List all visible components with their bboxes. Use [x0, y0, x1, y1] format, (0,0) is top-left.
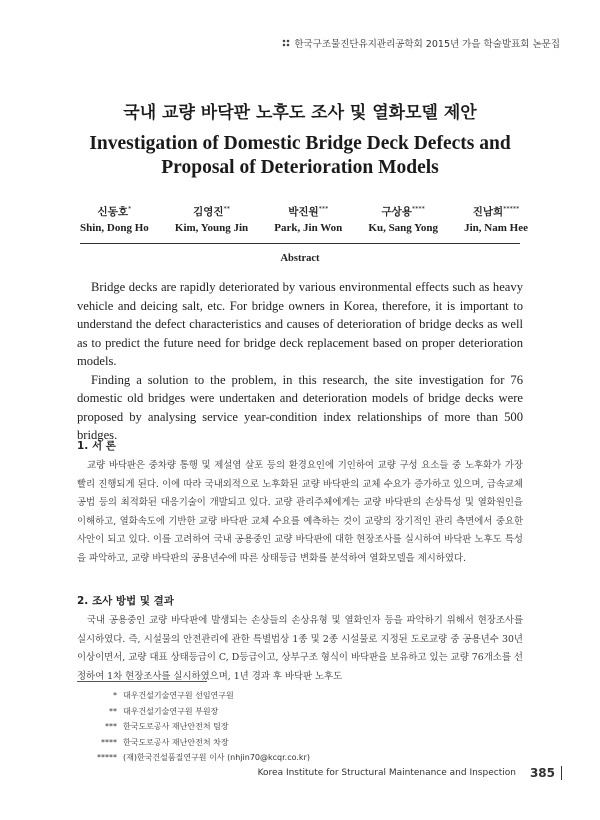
header-text: 한국구조물진단유지관리공학회 2015년 가을 학술발표회 논문집 [294, 39, 560, 50]
author-name-en: Shin, Dong Ho [80, 222, 149, 234]
section-heading: 2. 조사 방법 및 결과 [77, 595, 174, 607]
section-paragraph: 국내 공용중인 교량 바닥판에 발생되는 손상들의 손상유형 및 열화인자 등을 파악하기 위해서 현장조사를 실시하였다. 즉, 시설물의 안전관리에 관한 특별법상 1종 및 2종 시설물로 지정된 도로교량 중 공용년수 30년 이상이면서, 교량 대표 상태등급이 C, D등급이고, 상부구조 형식이 바닥판을 보유하고 있는 교량 76개소를 선정하여 1차 현장조사를 실시하였으며, 1년 경과 후 바닥판 노후도 [77, 615, 523, 682]
footnote-mark: ** [109, 706, 117, 716]
author [274, 204, 342, 234]
footnote [77, 750, 477, 766]
author-mark: ** [223, 204, 230, 213]
footnote-mark: ***** [97, 753, 117, 762]
author-mark: **** [411, 204, 425, 213]
author [368, 204, 438, 234]
author-name-ko: 신동호 [97, 206, 128, 218]
footnote-divider [77, 681, 207, 682]
title-korean: 국내 교량 바닥판 노후도 조사 및 열화모델 제안 [123, 103, 477, 123]
author [464, 204, 528, 234]
author-name-ko: 구상용 [381, 206, 412, 218]
author-name-ko: 진남희 [472, 206, 504, 218]
title-english: Investigation of Domestic Bridge Deck Defects and Proposal of Deterioration Models [89, 133, 511, 178]
section-body [77, 612, 523, 686]
section-paragraph: 교량 바닥판은 중차량 통행 및 제설염 살포 등의 환경요인에 기인하여 교량 구성 요소들 중 노후화가 가장 빨리 진행되게 된다. 이에 따라 국내외적으로 노후화된 교량 바닥판의 교체 수요가 증가하고 있으며, 급속교체 공법 등의 최적화된 대응기술이 개발되고 있다. 교량 관리주체에게는 교량 바닥판의 손상특성 및 열화원인을 이해하고, 열화속도에 기반한 교량 바닥판 교체 수요를 예측하는 것이 교량의 장기적인 관리 측면에서 중요한 사안이 되고 있다. 이를 고려하여 국내 공용중인 교량 바닥판에 대한 현장조사를 실시하여 바닥판 노후도 특성을 파악하고, 교량 바닥판의 공용년수에 따른 상태등급 변화를 분석하여 열화모델을 제시하였다. [77, 460, 523, 564]
page-number: 385 [529, 766, 555, 780]
abstract-body [77, 278, 523, 445]
footnote-text: 대우건설기술연구원 부원장 [123, 706, 219, 716]
author-mark: * [127, 204, 132, 213]
author [175, 204, 248, 234]
footnote [77, 704, 477, 720]
footnote-mark: **** [101, 737, 117, 747]
author-name-en: Ku, Sang Yong [368, 222, 438, 234]
footer-bar [561, 766, 562, 780]
section-body [77, 457, 523, 568]
footnote [77, 688, 477, 704]
abstract-paragraph: Bridge decks are rapidly deteriorated by various environmental effects such as heavy vehicle and deicing salt, etc. For bridge owners in Korea, therefore, it is important to understand the defect characteristics and causes of deterioration of bridge decks as well as to predict the future need for bridge deck replacement based on proper deterioration models. [77, 280, 523, 368]
footnote [77, 719, 477, 735]
page-footer [258, 766, 562, 780]
author-name-ko: 김영진 [193, 206, 224, 218]
dots-icon [282, 39, 290, 47]
abstract-paragraph: Finding a solution to the problem, in this research, the site investigation for 76 domestic old bridges were undertaken and deterioration models of bridge decks were proposed by analysing service year-condition index relationships of more than 500 bridges. [77, 372, 523, 442]
footnote-text: (재)한국건설품질연구원 이사 (nhjin70@kcqr.co.kr) [123, 753, 310, 762]
author-name-en: Jin, Nam Hee [464, 222, 528, 234]
footnotes [77, 688, 477, 766]
footnote-text: 한국도로공사 재난안전처 차장 [123, 737, 229, 747]
footnote-mark: *** [105, 722, 117, 731]
author-name-en: Kim, Young Jin [174, 222, 249, 234]
divider [80, 243, 520, 244]
footnote-mark: * [113, 691, 117, 700]
running-header [282, 36, 560, 50]
author-name-en: Park, Jin Won [274, 222, 343, 234]
author-list [80, 204, 528, 234]
section-heading: 1. 서 론 [77, 440, 116, 452]
abstract-heading: Abstract [280, 253, 320, 264]
footnote [77, 735, 477, 751]
author-name-ko: 박진원 [288, 206, 319, 218]
footnote-text: 대우건설기술연구원 선임연구원 [123, 691, 234, 700]
footnote-text: 한국도로공사 재난안전처 팀장 [123, 722, 229, 731]
author-mark: ***** [503, 204, 520, 213]
author-mark: *** [318, 204, 329, 213]
footer-text: Korea Institute for Structural Maintenance and Inspection [257, 768, 516, 778]
author [80, 204, 149, 234]
